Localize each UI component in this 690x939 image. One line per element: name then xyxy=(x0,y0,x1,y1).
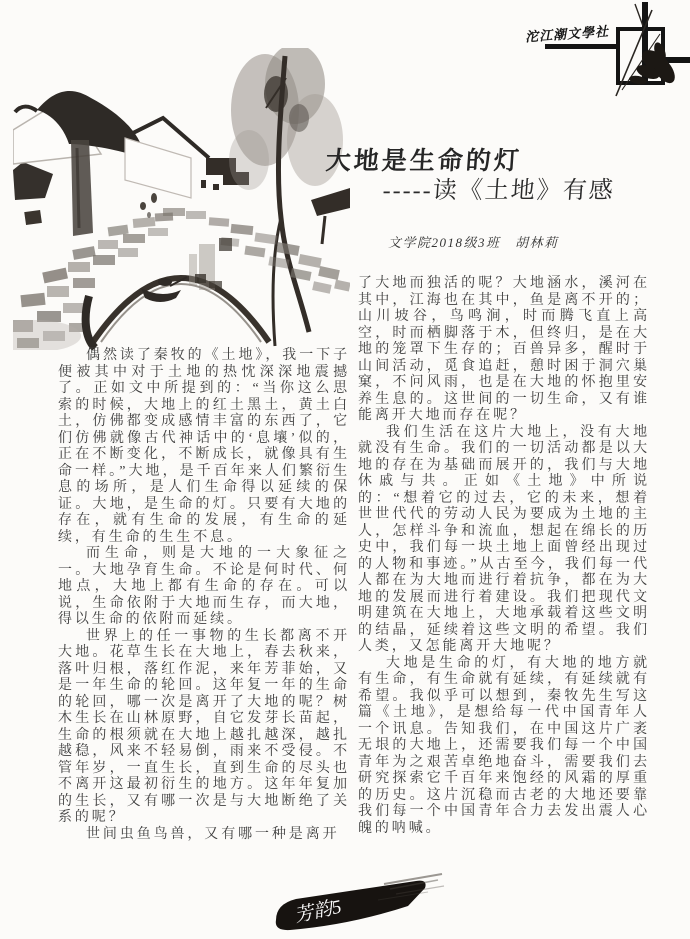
bamboo-icon xyxy=(596,0,690,102)
paragraph: 我们生活在这片大地上，没有大地就没有生命。我们的一切活动都是以大地的存在为基础而展开的，我们与大地休戚与共。正如《土地》中所说的：“想着它的过去，它的未来，想着世世代代的劳动人民为要成为土地的主人，怎样斗争和流血，想起在绵长的历史中，我们每一块土地上面曾经出现过的人物和事迹。”从古至今，我们每一代人都在为大地而进行着抗争，都在为大地的发展而进行着建设。我们把现代文明建筑在大地上，大地承载着这些文明的结晶，延续着这些文明的希望。我们人类，又怎能离开大地呢？ xyxy=(358,424,650,654)
footer-section-label: 芳韵5 xyxy=(292,896,344,927)
paragraph: 世界上的任一事物的生长都离不开大地。花草生长在大地上，春去秋来，落叶归根，落红作泥，来年芳菲始，又是一年生命的轮回。这年复一年的生命的轮回，哪一次是离开了大地的呢？树木生长在山林原野，自它发芽长苗起，生命的根须就在大地上越扎越深，越扎越稳，风来不轻易倒，雨来不受侵。不管年岁，一直生长，直到生命的尽头也不离开这最初衍生的地方。这年年复加的生长，又有哪一次是与大地断绝了关系的呢？ xyxy=(58,628,350,825)
article-subtitle: -----读《土地》有感 xyxy=(381,178,616,204)
paragraph: 了大地而独活的呢？大地涵水，溪河在其中，江海也在其中，鱼是离不开的；山川坡谷，鸟鸣涧，时而腾飞直上高空，时而栖脚落于木，但终归，是在大地的笼罩下生存的；百兽异多，醒时于山间活动，觅食追赶，憩时困于洞穴巢窠，不问风雨，也是在大地的怀抱里安养生息的。这世间的一切生命，又有谁能离开大地而存在呢？ xyxy=(358,276,650,423)
article-body-right-column xyxy=(358,276,650,837)
article-title: 大地是生命的灯 xyxy=(324,147,523,175)
article-byline: 文学院2018级3班 胡林莉 xyxy=(388,235,559,250)
paragraph: 而生命，则是大地的一大象征之一。大地孕育生命。不论是何时代、何地点，大地上都有生命的存在。可以说，生命依附于大地而生存，而大地，得以生命的依附而延续。 xyxy=(58,546,350,627)
paragraph: 大地是生命的灯，有大地的地方就有生命，有生命就有延续，有延续就有希望。我似乎可以想到，秦牧先生写这篇《土地》，是想给每一代中国青年人一个讯息。告知我们，在中国这片广袤无垠的大地上，还需要我们每一个中国青年为之艰苦卓绝地奋斗，需要我们去研究探索它千百年来饱经的风霜的厚重的历史。这片沉稳而古老的大地还要靠我们每一个中国青年合力去发出震人心魄的呐喊。 xyxy=(358,655,650,836)
paragraph: 偶然读了秦牧的《土地》，我一下子便被其中对于土地的热忱深深地震撼了。正如文中所提到的：“当你这么思索的时候，大地上的红土黑土，黄土白土，仿佛都变成感情丰富的东西了，它们仿佛就像古代神话中的‘息壤’似的，正在不断变化，不断成长，就像具有生命一样。”大地，是千百年来人们繁衍生息的场所，是人们生命得以延续的保证。大地，是生命的灯。只要有大地的存在，就有生命的发展，有生命的延续，有生命的生生不息。 xyxy=(58,348,350,545)
ink-painting xyxy=(13,48,350,350)
paragraph: 世间虫鱼鸟兽，又有哪一种是离开 xyxy=(86,826,340,842)
footer-brush-mark xyxy=(266,872,448,936)
article-body-left-column xyxy=(58,348,350,843)
society-name-calligraphy: 沱江潮文學社 xyxy=(524,23,610,45)
